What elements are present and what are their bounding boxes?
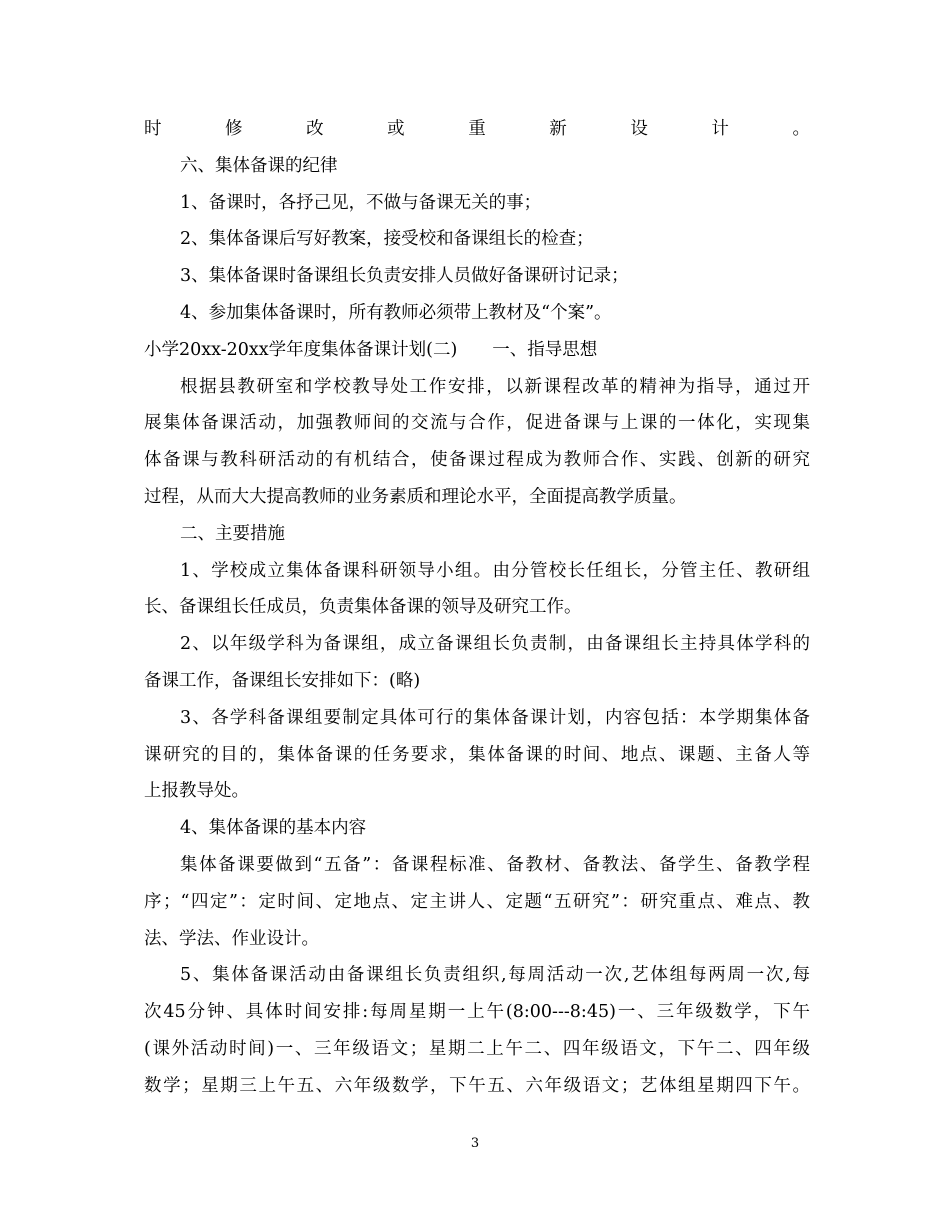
text-line: 体备课与教科研活动的有机结合，使备课过程成为教师合作、实践、创新的研究 — [144, 450, 810, 471]
text-line: 序；“四定”：定时间、定地点、定主讲人、定题“五研究”：研究重点、难点、教 — [144, 891, 810, 912]
text-line: 过程，从而大大提高教师的业务素质和理论水平，全面提高教学质量。 — [144, 486, 687, 507]
list-item: 1、备课时，各抒己见，不做与备课无关的事； — [180, 192, 542, 213]
text-line: 时修改或重新设计。 — [144, 119, 810, 139]
section-heading: 4、集体备课的基本内容 — [180, 818, 367, 839]
text-line: 1、学校成立集体备课科研领导小组。由分管校长任组长，分管主任、教研组 — [180, 560, 810, 581]
text-line: 集体备课要做到“五备”：备课程标准、备教材、备教法、备学生、备教学程 — [180, 854, 810, 875]
text-line: 根据县教研室和学校教导处工作安排，以新课程改革的精神为指导，通过开 — [180, 376, 810, 397]
text-line: 课研究的目的，集体备课的任务要求，集体备课的时间、地点、课题、主备人等 — [144, 744, 810, 765]
page-number: 3 — [470, 1136, 480, 1151]
text-line: (课外活动时间)一、三年级语文；星期二上午二、四年级语文，下午二、四年级 — [144, 1038, 810, 1059]
list-item: 4、参加集体备课时，所有教师必须带上教材及“个案”。 — [180, 302, 612, 323]
list-item: 3、集体备课时备课组长负责安排人员做好备课研讨记录； — [180, 266, 629, 287]
text-line: 备课工作，备课组长安排如下：(略) — [144, 670, 421, 691]
list-item: 2、集体备课后写好教案，接受校和备课组长的检查； — [180, 229, 594, 250]
body-text — [144, 111, 810, 1105]
section-heading: 二、主要措施 — [180, 523, 285, 544]
document-title-line: 小学20xx-20xx学年度集体备课计划(二) 一、指导思想 — [144, 339, 598, 360]
text-line: 5、集体备课活动由备课组长负责组织,每周活动一次,艺体组每两周一次,每 — [180, 965, 810, 986]
section-heading: 六、集体备课的纪律 — [180, 155, 338, 176]
text-line: 上报教导处。 — [144, 781, 249, 802]
text-line: 数学；星期三上午五、六年级数学，下午五、六年级语文；艺体组星期四下午。 — [144, 1075, 810, 1096]
text-line: 2、以年级学科为备课组，成立备课组长负责制，由备课组长主持具体学科的 — [180, 634, 810, 655]
text-line: 次45分钟、具体时间安排:每周星期一上午(8:00---8:45)一、三年级数学，下午 — [144, 1002, 810, 1023]
text-line: 长、备课组长任成员，负责集体备课的领导及研究工作。 — [144, 597, 582, 618]
text-line: 3、各学科备课组要制定具体可行的集体备课计划，内容包括：本学期集体备 — [180, 707, 810, 728]
text-line: 法、学法、作业设计。 — [144, 928, 319, 949]
text-line: 展集体备课活动，加强教师间的交流与合作，促进备课与上课的一体化，实现集 — [144, 413, 810, 434]
